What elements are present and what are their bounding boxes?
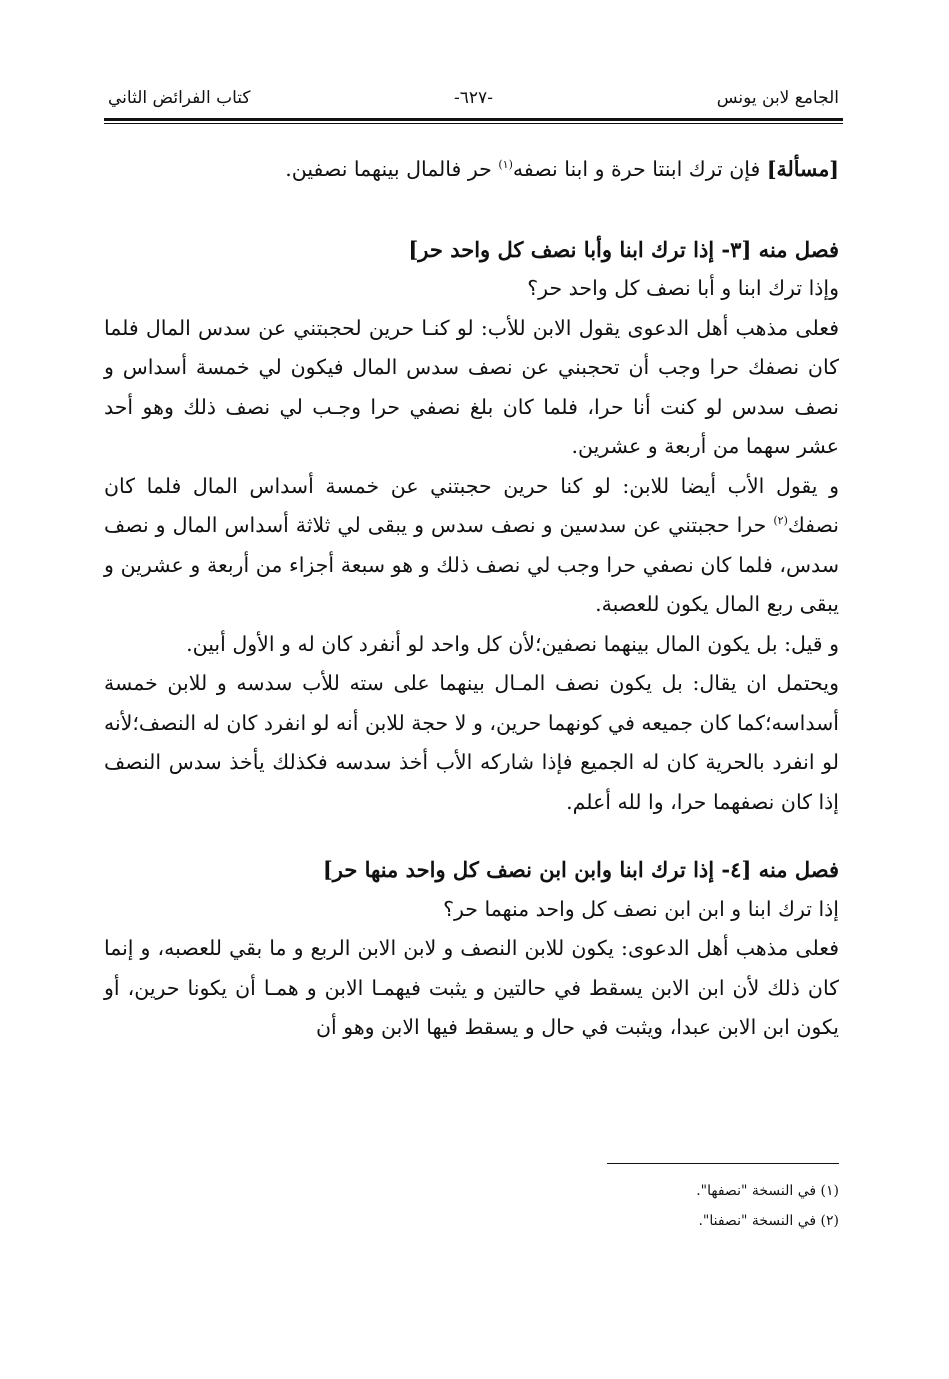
section-3-paragraph-4: ويحتمل ان يقال: بل يكون نصف المـال بينهما على سته للأب سدسه و للابن خمسة أسداسه؛كما كان جميعه في كونهما حرين، و لا حجة للابن أنه لو انفرد كان له النصف؛لأنه لو انفرد بالحرية كان له الجميع فإذا شاركه الأب أخذ سدسه فكذلك يأخذ سدس النصف إذا كان نصفهما حرا، وا لله أعلم.: [104, 671, 839, 814]
header-book-title: الجامع لابن يونس: [716, 88, 839, 108]
section-3-question: وإذا ترك ابنا و أبا نصف كل واحد حر؟: [527, 276, 839, 300]
section-3-heading: فصل منه [٣- إذا ترك ابنا وأبا نصف كل واحد حر]: [408, 236, 839, 262]
header-chapter-title: كتاب الفرائض الثاني: [108, 88, 251, 108]
footnote-rule: [607, 1163, 839, 1164]
footnote-2: (٢) في النسخة "نصفنا".: [698, 1213, 839, 1229]
masala-text-a: فإن ترك ابنتا حرة و ابنا نصفه: [512, 157, 767, 181]
section-4-heading: فصل منه [٤- إذا ترك ابنا وابن ابن نصف كل واحد منها حر]: [322, 857, 839, 882]
running-header: [108, 88, 839, 114]
section-gap: [104, 822, 839, 850]
footnotes: [696, 1176, 839, 1236]
section-3-paragraph-1: فعلى مذهب أهل الدعوى يقول الابن للأب: لو كنـا حرين لحجبتني عن سدس المال فلما كان نصفك حرا وجب أن تحجبني عن نصف سدس المال فيكون لي خمسة أسداس و نصف سدس لو كنت أنا حرا، فلما كان بلغ نصفي حرا وجـب لي نصف ذلك وهو أحد عشر سهما من أربعة و عشرين.: [104, 315, 839, 458]
section-3-paragraph-2-b: حرا حجبتني عن سدسين و نصف سدس و يبقى لي ثلاثة أسداس المال و نصف سدس، فلما كان نصفي حرا وجب لي نصف ذلك و هو سبعة أجزاء من أربعة و عشرين و يبقى ربع المال يكون للعصبة.: [104, 513, 839, 616]
page-number: -٦٢٧-: [454, 88, 493, 108]
header-rule: [104, 118, 843, 121]
section-4-question: إذا ترك ابنا و ابن ابن نصف كل واحد منهما حر؟: [443, 896, 839, 921]
section-gap: [104, 190, 839, 230]
section-4-paragraph-1: فعلى مذهب أهل الدعوى: يكون للابن النصف و لابن الابن الربع و ما بقي للعصبه، و إنما كان ذلك لأن ابن الابن يسقط في حالتين و يثبت فيهمـا الابن و همـا أن يكونا حرين، أو يكون ابن الابن عبدا، ويثبت في حال و يسقط فيها الابن وهو أن: [104, 936, 839, 1039]
body-text: [104, 150, 839, 1048]
section-3-paragraph-3: و قيل: بل يكون المال بينهما نصفين؛لأن كل واحد لو أنفرد كان له و الأول أبين.: [186, 631, 839, 656]
masala-label: [مسألة]: [766, 157, 839, 181]
footnote-ref-2: (٢): [773, 514, 788, 528]
masala-paragraph: [104, 150, 839, 190]
footnote-ref-1: (١): [498, 158, 513, 172]
section-3-paragraph-2-a: و يقول الأب أيضا للابن: لو كنا حرين حجبتني عن خمسة أسداس المال فلما كان نصفك: [104, 473, 839, 537]
masala-text-b: حر فالمال بينهما نصفين.: [285, 157, 499, 181]
footnote-1: (١) في النسخة "نصفها".: [696, 1183, 839, 1199]
section-3-paragraph-2: [104, 467, 839, 625]
